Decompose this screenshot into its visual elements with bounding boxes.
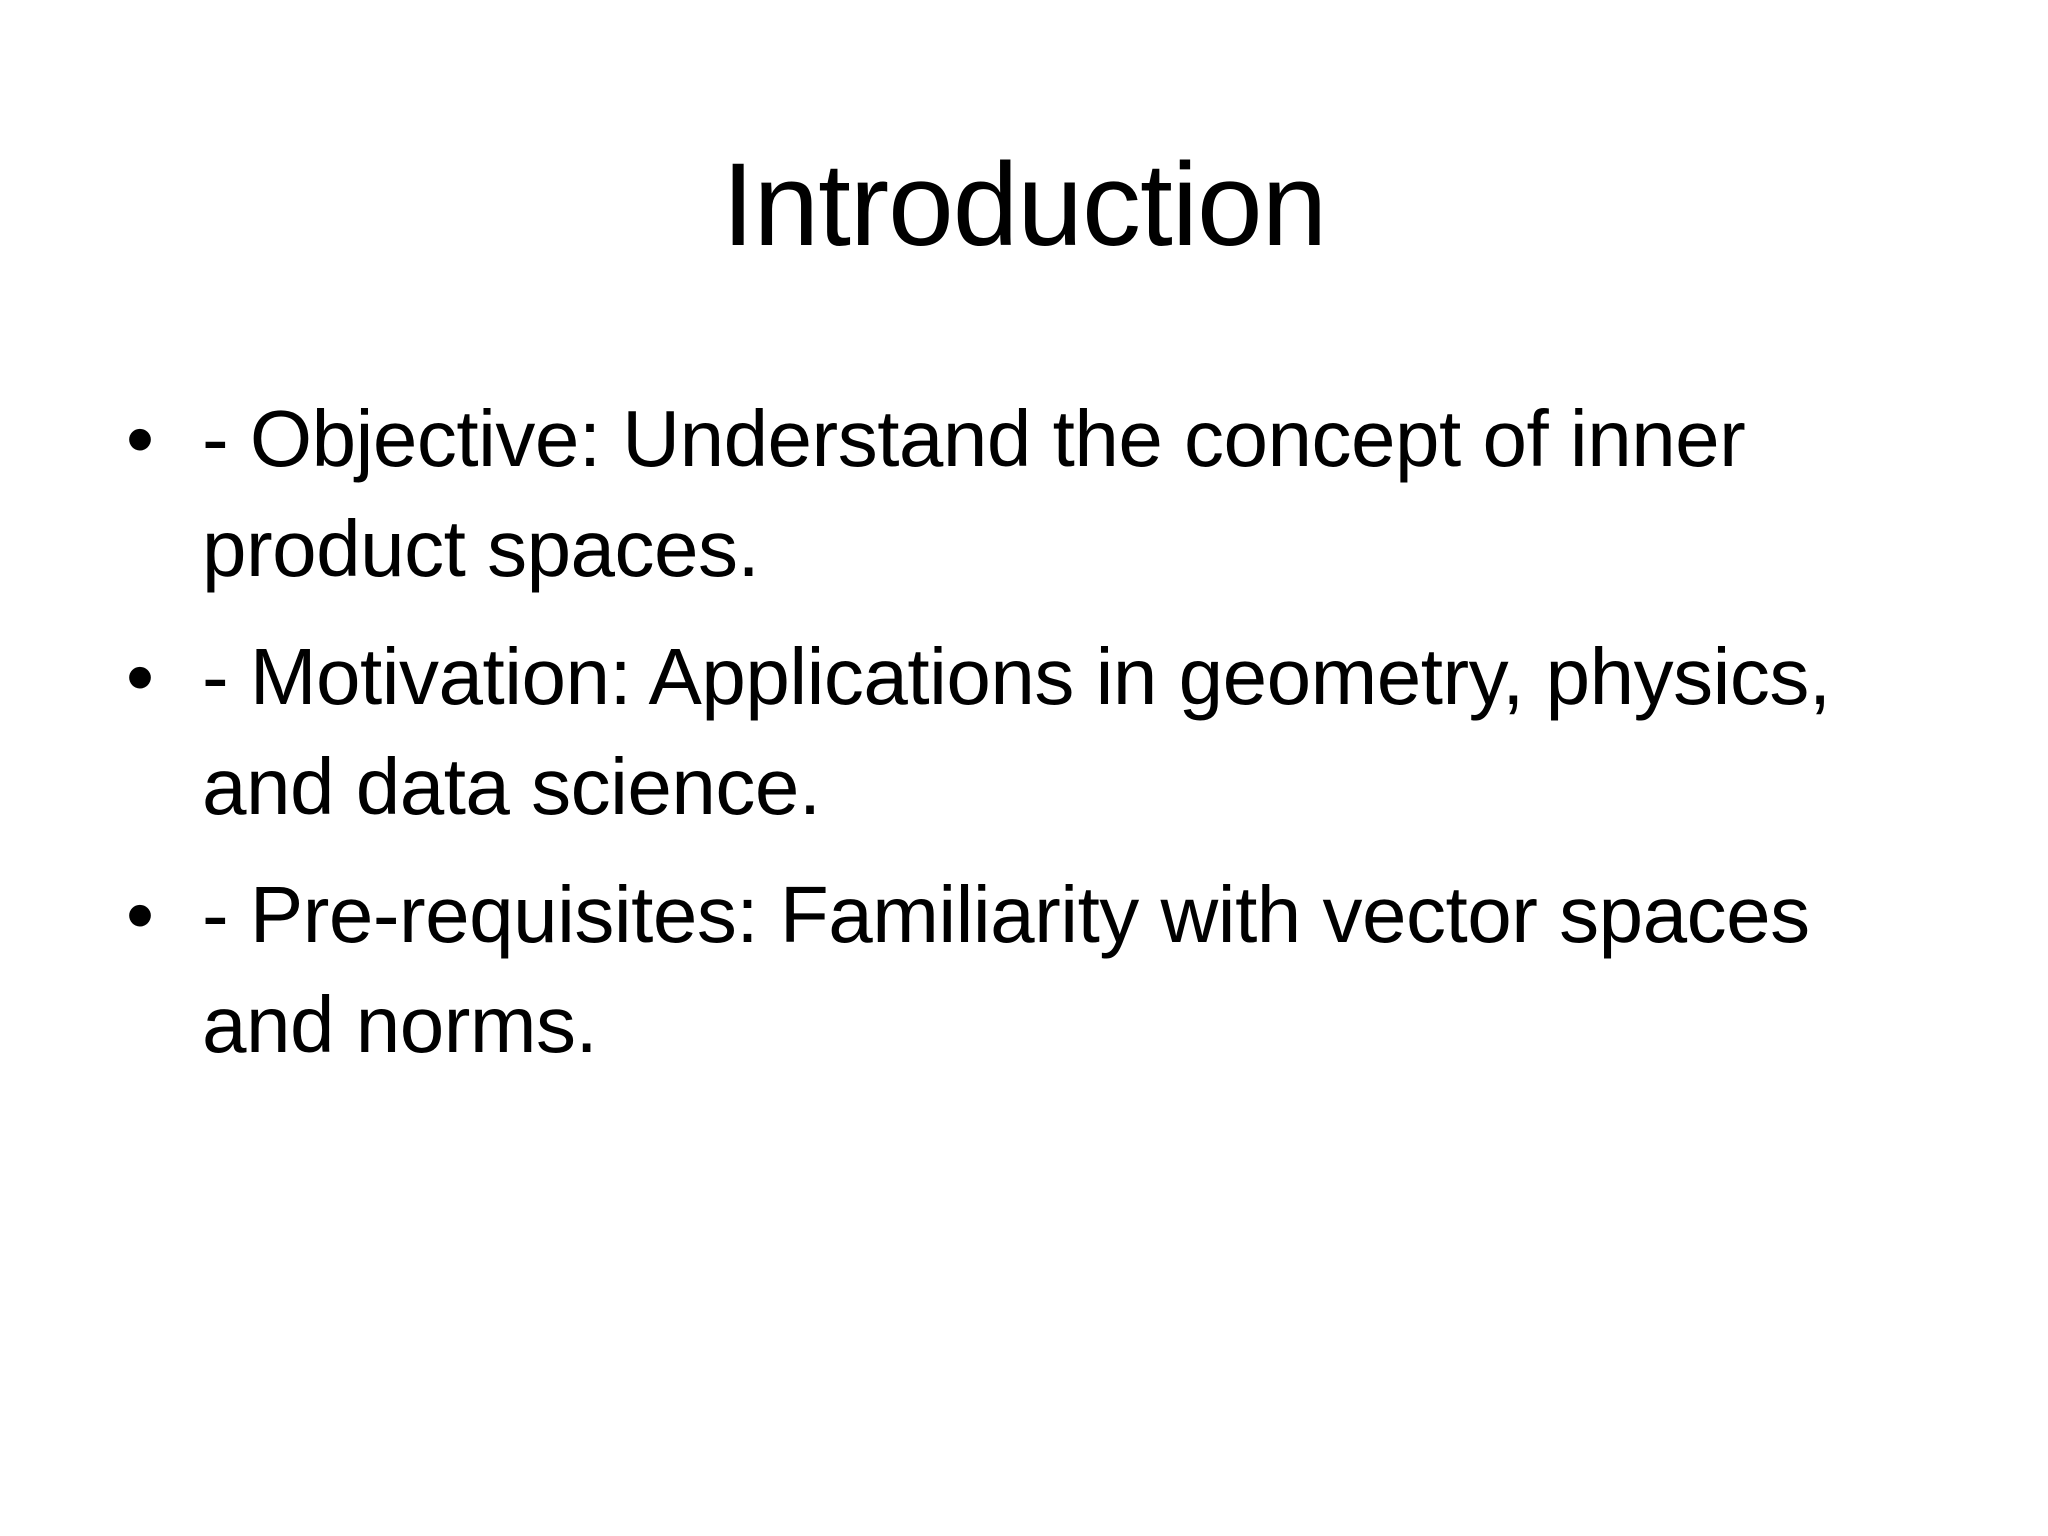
bullet-icon: • [126, 632, 154, 721]
bullet-item-motivation [120, 622, 1920, 842]
bullet-list [120, 384, 1920, 1098]
bullet-text: - Motivation: Applications in geometry, physics, and data science. [202, 632, 1831, 831]
bullet-item-prerequisites [120, 860, 1920, 1080]
bullet-text: - Objective: Understand the concept of inner product spaces. [202, 394, 1746, 593]
bullet-icon: • [126, 870, 154, 959]
slide-title: Introduction [721, 139, 1327, 271]
bullet-icon: • [126, 394, 154, 483]
bullet-item-objective [120, 384, 1920, 604]
bullet-text: - Pre-requisites: Familiarity with vector spaces and norms. [202, 870, 1810, 1069]
